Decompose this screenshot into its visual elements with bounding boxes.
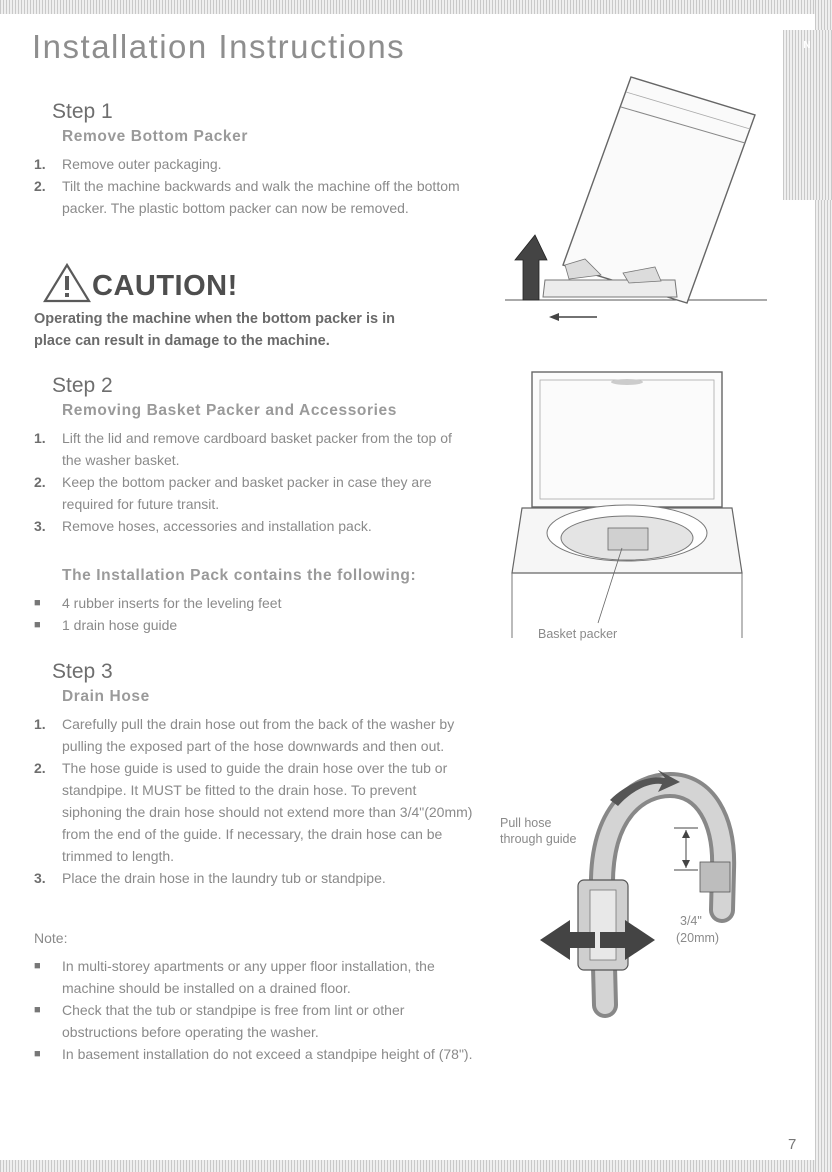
installation-pack-title: The Installation Pack contains the following: xyxy=(62,567,417,584)
bullet: ■ xyxy=(34,597,41,609)
item-text: The hose guide is used to guide the drain hose over the tub or standpipe. It MUST be fitted to the drain hose. To prevent siphoning the drain hose should not extend more than 3/4"(20mm) from the end of the guide. If necessary, the drain hose can be trimmed to length. xyxy=(62,760,473,864)
item-text: Lift the lid and remove cardboard basket packer from the top of the washer basket. xyxy=(62,430,452,468)
pull-hose-label: Pull hose through guide xyxy=(500,816,577,846)
item-text: Carefully pull the drain hose out from the back of the washer by pulling the exposed part of the hose downwards and then out. xyxy=(62,716,455,754)
list-item xyxy=(34,757,474,867)
item-text: In multi-storey apartments or any upper floor installation, the machine should be installed on a drained floor. xyxy=(62,958,435,996)
list-item xyxy=(34,592,504,614)
top-border-strip xyxy=(0,0,832,14)
list-item xyxy=(34,175,474,219)
caution-text: Operating the machine when the bottom packer is in place can result in damage to the machine. xyxy=(34,311,395,349)
step3-subtitle: Drain Hose xyxy=(62,688,150,705)
bullet: ■ xyxy=(34,1004,41,1016)
item-text: Tilt the machine backwards and walk the machine off the bottom packer. The plastic bottom packer can now be removed. xyxy=(62,178,460,216)
item-number: 1. xyxy=(34,716,46,732)
list-item xyxy=(34,614,504,636)
step2-subtitle: Removing Basket Packer and Accessories xyxy=(62,402,397,419)
item-text: Place the drain hose in the laundry tub or standpipe. xyxy=(62,870,386,886)
item-number: 3. xyxy=(34,870,46,886)
item-number: 1. xyxy=(34,430,46,446)
item-text: Remove outer packaging. xyxy=(62,156,222,172)
warning-triangle-icon xyxy=(42,262,92,304)
list-item xyxy=(34,153,474,175)
drain-hose-guide-illustration xyxy=(540,770,740,1020)
step3-list xyxy=(34,713,474,889)
list-item xyxy=(34,867,474,889)
item-number: 2. xyxy=(34,760,46,776)
step3-title: Step 3 xyxy=(52,660,113,683)
list-item xyxy=(34,471,464,515)
item-text: 1 drain hose guide xyxy=(62,617,178,633)
measure-label: 3/4" xyxy=(680,914,702,928)
tilted-washer-illustration xyxy=(505,75,770,325)
item-number: 2. xyxy=(34,474,46,490)
list-item xyxy=(34,955,479,999)
step2-list xyxy=(34,427,464,537)
item-number: 1. xyxy=(34,156,46,172)
installation-pack-list xyxy=(34,592,504,636)
caution-title: CAUTION! xyxy=(92,270,238,302)
item-number: 3. xyxy=(34,518,46,534)
bullet: ■ xyxy=(34,960,41,972)
bullet: ■ xyxy=(34,1048,41,1060)
page-number: 7 xyxy=(788,1136,797,1153)
item-text: In basement installation do not exceed a standpipe height of (78"). xyxy=(62,1046,473,1062)
basket-packer-label: Basket packer xyxy=(538,627,618,641)
side-tab xyxy=(783,30,832,200)
page-title: Installation Instructions xyxy=(32,28,406,65)
note-list xyxy=(34,955,479,1065)
list-item xyxy=(34,515,464,537)
item-text: Remove hoses, accessories and installation pack. xyxy=(62,518,372,534)
item-text: Check that the tub or standpipe is free from lint or other obstructions before operating the washer. xyxy=(62,1002,405,1040)
list-item xyxy=(34,999,479,1043)
step1-list xyxy=(34,153,474,219)
note-label: Note: xyxy=(34,930,68,946)
side-tab-label: N xyxy=(803,40,811,51)
measure-mm-label: (20mm) xyxy=(676,931,720,945)
bullet: ■ xyxy=(34,619,41,631)
step1-subtitle: Remove Bottom Packer xyxy=(62,128,249,145)
step1-title: Step 1 xyxy=(52,100,113,123)
step2-title: Step 2 xyxy=(52,374,113,397)
list-item xyxy=(34,1043,479,1065)
item-text: 4 rubber inserts for the leveling feet xyxy=(62,595,282,611)
list-item xyxy=(34,427,464,471)
open-washer-illustration xyxy=(510,368,745,643)
list-item xyxy=(34,713,474,757)
bottom-border-strip xyxy=(0,1160,832,1172)
item-text: Keep the bottom packer and basket packer in case they are required for future transit. xyxy=(62,474,432,512)
item-number: 2. xyxy=(34,178,46,194)
